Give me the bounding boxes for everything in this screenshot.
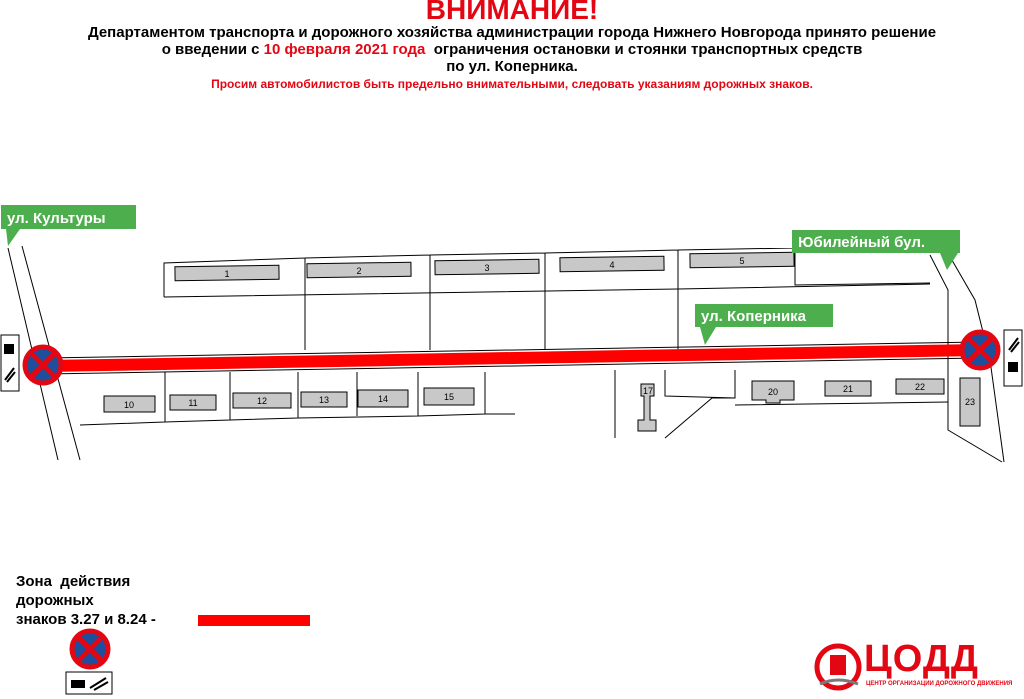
tow-plate-east: [1004, 330, 1022, 386]
effective-date: 10 февраля 2021 года: [263, 41, 426, 58]
building-number: 15: [443, 392, 455, 402]
building-number: 5: [739, 256, 745, 266]
building-number: 11: [188, 398, 198, 408]
svg-text:ул. Коперника: ул. Коперника: [701, 308, 807, 325]
header-line-2-pre: о введении с: [161, 41, 264, 58]
warning-text: Просим автомобилистов быть предельно внимательными, следовать указаниям дорожных знаков.: [211, 77, 813, 91]
building-number: 12: [256, 396, 268, 406]
street-label-kultury: [1, 205, 136, 246]
no-stopping-sign-east: [962, 332, 998, 368]
legend-line-1: Зона действия: [16, 573, 131, 590]
legend-tow-plate: [66, 672, 112, 694]
logo-subtitle: ЦЕНТР ОРГАНИЗАЦИИ ДОРОЖНОГО ДВИЖЕНИЯ: [866, 681, 1013, 687]
building-number: 4: [609, 260, 615, 270]
building-number: 22: [914, 382, 926, 392]
legend-line-2: дорожных: [16, 592, 94, 609]
codd-logo: [814, 638, 1013, 693]
street-label-kopernika: [695, 304, 833, 345]
svg-text:Юбилейный бул.: Юбилейный бул.: [798, 234, 926, 251]
building-number: 23: [964, 397, 976, 407]
svg-text:ул. Культуры: ул. Культуры: [7, 210, 106, 227]
north-street-edge: [164, 284, 930, 297]
restriction-zone-line: [45, 350, 980, 366]
building-number: 14: [377, 394, 389, 404]
building-number: 10: [123, 400, 135, 410]
building-number: 1: [224, 269, 230, 279]
building-number: 13: [318, 395, 330, 405]
building-number: 17: [642, 386, 654, 396]
legend: [16, 572, 156, 629]
legend-no-stopping-sign: [72, 631, 108, 667]
building-number: 20: [767, 387, 779, 397]
logo-name: ЦОДД: [864, 638, 979, 680]
building-number: 3: [484, 263, 490, 273]
no-stopping-sign-west: [25, 347, 61, 383]
legend-restriction-line: [198, 615, 310, 626]
page-title: ВНИМАНИЕ!: [425, 0, 599, 25]
building-number: 2: [356, 266, 362, 276]
header-line-2-post: ограничения остановки и стоянки транспортных средств: [425, 41, 863, 58]
building-number: 21: [842, 384, 854, 394]
tow-plate-west: [1, 335, 19, 391]
header-line-1: Департаментом транспорта и дорожного хозяйства администрации города Нижнего Новгорода принято решение: [87, 24, 937, 41]
legend-line-3: знаков 3.27 и 8.24 -: [16, 611, 156, 628]
north-block-dividers: [305, 288, 678, 350]
header-line-3: по ул. Коперника.: [446, 58, 578, 75]
